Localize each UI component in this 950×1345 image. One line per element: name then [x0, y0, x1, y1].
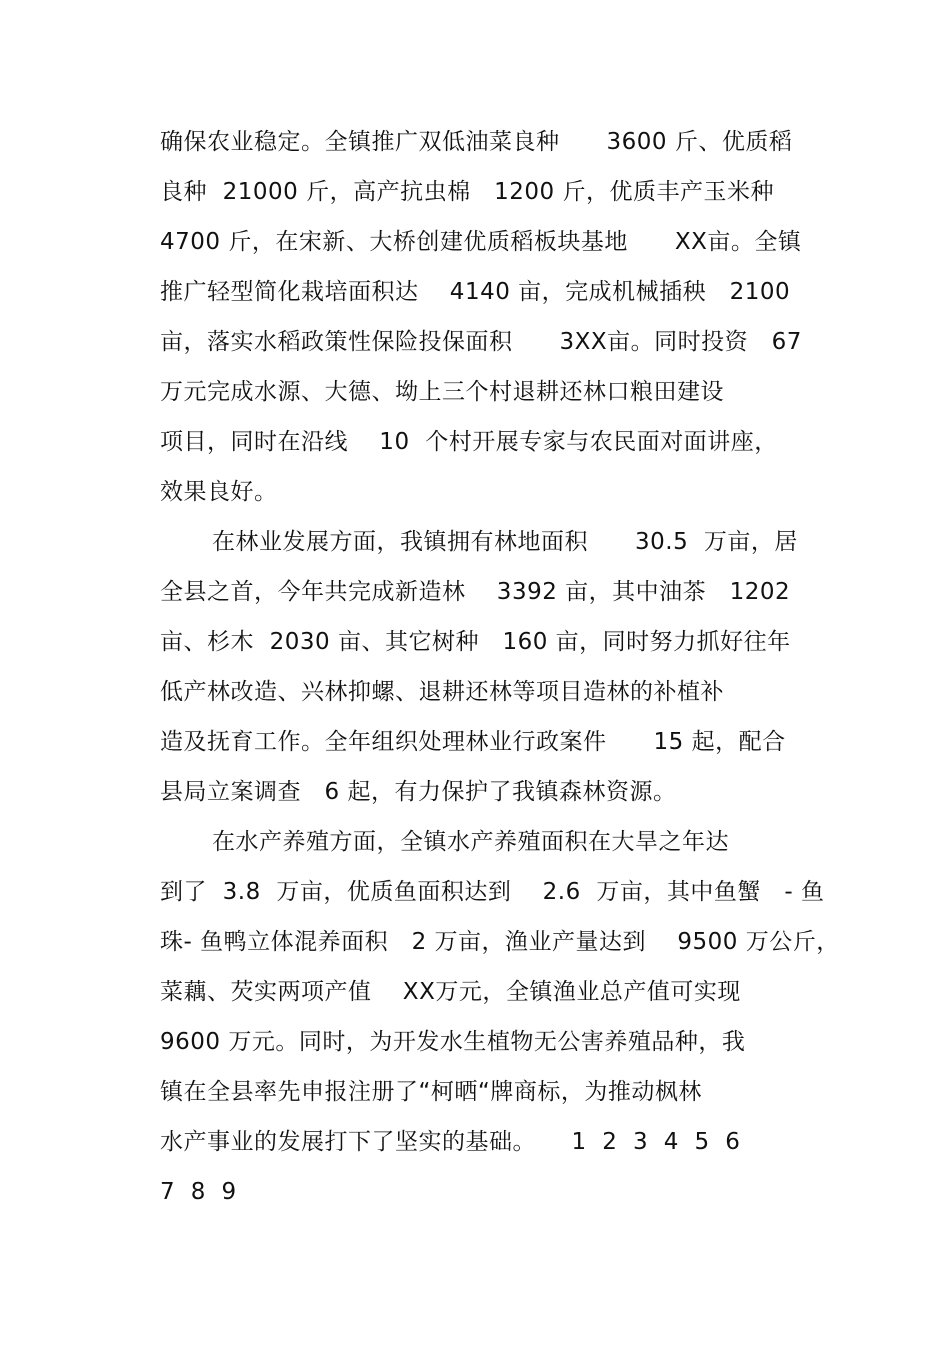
text-line: 珠- 鱼鸭立体混养面积 2 万亩，渔业产量达到 9500 万公斤，	[160, 929, 840, 955]
text-line: 4700 斤，在宋新、大桥创建优质稻板块基地 XX亩。全镇	[160, 229, 802, 255]
text-line: 9600 万元。同时，为开发水生植物无公害养殖品种，我	[160, 1029, 746, 1055]
text-line: 造及抚育工作。全年组织处理林业行政案件 15 起，配合	[160, 729, 786, 755]
text-line: 镇在全县率先申报注册了“柯晒“牌商标，为推动枫林	[160, 1079, 702, 1105]
paragraph-start-line: 在水产养殖方面，全镇水产养殖面积在大旱之年达	[212, 829, 729, 855]
text-line: 全县之首，今年共完成新造林 3392 亩，其中油茶 1202	[160, 579, 791, 605]
text-line: 亩，落实水稻政策性保险投保面积 3XX亩。同时投资 67	[160, 329, 802, 355]
text-line: 万元完成水源、大德、坳上三个村退耕还林口粮田建设	[160, 379, 724, 405]
text-line: 推广轻型简化栽培面积达 4140 亩，完成机械插秧 2100	[160, 279, 791, 305]
page-numbers-line: 7 8 9	[160, 1179, 237, 1205]
text-line: 水产事业的发展打下了坚实的基础。 1 2 3 4 5 6	[160, 1129, 741, 1155]
text-line: 县局立案调查 6 起，有力保护了我镇森林资源。	[160, 779, 677, 805]
text-line: 确保农业稳定。全镇推广双低油菜良种 3600 斤、优质稻	[160, 129, 793, 155]
text-line: 项目，同时在沿线 10 个村开展专家与农民面对面讲座，	[160, 429, 778, 455]
text-line: 低产林改造、兴林抑螺、退耕还林等项目造林的补植补	[160, 679, 724, 705]
text-line: 亩、杉木 2030 亩、其它树种 160 亩，同时努力抓好往年	[160, 629, 791, 655]
text-line: 菜藕、芡实两项产值 XX万元，全镇渔业总产值可实现	[160, 979, 741, 1005]
text-line: 到了 3.8 万亩，优质鱼面积达到 2.6 万亩，其中鱼蟹 - 鱼	[160, 879, 825, 905]
paragraph-start-line: 在林业发展方面，我镇拥有林地面积 30.5 万亩，居	[212, 529, 798, 555]
text-line: 良种 21000 斤，高产抗虫棉 1200 斤，优质丰产玉米种	[160, 179, 774, 205]
text-line: 效果良好。	[160, 479, 278, 505]
